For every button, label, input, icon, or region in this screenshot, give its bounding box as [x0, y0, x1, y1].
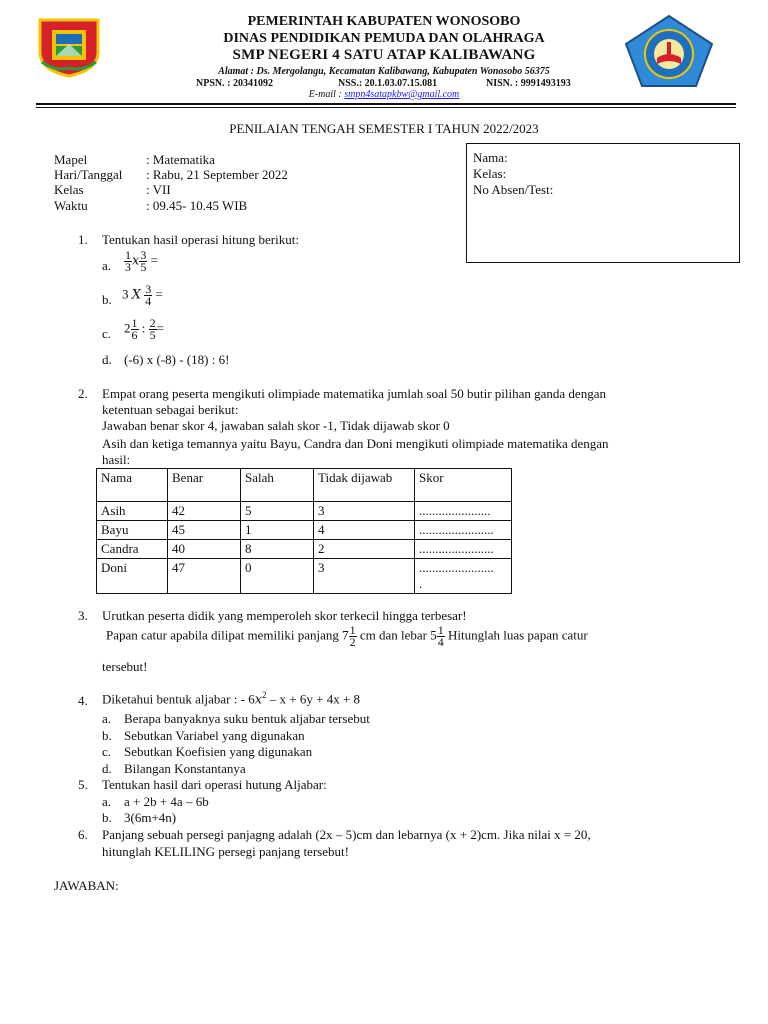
- q3-frac2-num: 1: [437, 623, 444, 637]
- student-id-box[interactable]: [466, 143, 740, 263]
- cell-benar: 47: [168, 559, 241, 594]
- q3-chess-pre: Papan catur apabila dilipat memiliki panjang 7: [106, 627, 349, 643]
- q4a-text: Berapa banyaknya suku bentuk aljabar tersebut: [124, 711, 370, 726]
- header-address: Alamat : Ds. Mergolangu, Kecamatan Kalibawang, Kabupaten Wonosobo 56375: [218, 66, 550, 77]
- q1a-expression: [124, 250, 158, 273]
- q1c-den1: 6: [131, 328, 138, 342]
- q4b-label: b.: [102, 728, 112, 743]
- q2-para4: Asih dan ketiga temannya yaitu Bayu, Candra dan Doni mengikuti olimpiade matematika dengan: [102, 436, 609, 451]
- email-link[interactable]: smpn4satapkbw@gmail.com: [344, 89, 460, 100]
- meta-value-class: : VII: [146, 182, 171, 197]
- q1c-num1: 1: [131, 316, 138, 330]
- q2-para5: hasil:: [102, 452, 131, 467]
- header-rule-thin: [36, 107, 736, 108]
- q4a-label: a.: [102, 711, 112, 726]
- header-email-line: [0, 89, 768, 100]
- cell-name: Asih: [97, 502, 168, 521]
- q1c-den2: 5: [149, 328, 156, 342]
- table-header-row: [97, 469, 512, 502]
- q4c-label: c.: [102, 744, 112, 759]
- cell-skor-blank[interactable]: ......................: [415, 502, 512, 521]
- q4-pre: Diketahui bentuk aljabar : - 6: [102, 691, 255, 707]
- table-row: [97, 540, 512, 559]
- cell-salah: 0: [241, 559, 314, 594]
- header-government: PEMERINTAH KABUPATEN WONOSOBO: [247, 14, 521, 29]
- q4c-text: Sebutkan Koefisien yang digunakan: [124, 744, 313, 759]
- q3-chess-post: Hitunglah luas papan catur: [444, 627, 588, 643]
- q2-number: 2.: [78, 386, 88, 401]
- q1c-label: c.: [102, 326, 112, 341]
- q2-para2: ketentuan sebagai berikut:: [102, 402, 239, 417]
- nisn-text: NISN. : 9991493193: [486, 78, 571, 89]
- q1b-den: 4: [145, 294, 152, 308]
- q1c-whole: 2: [124, 320, 131, 336]
- q1a-eq: =: [150, 252, 158, 268]
- q3-chess-line: [106, 625, 588, 648]
- q5-text: Tentukan hasil dari operasi hutung Aljabar:: [102, 777, 327, 792]
- q4-exponent: 2: [262, 690, 267, 700]
- npsn-text: NPSN. : 20341092: [196, 78, 273, 89]
- cell-skor-blank[interactable]: [415, 559, 512, 594]
- q2-para1: Empat orang peserta mengikuti olimpiade matematika jumlah soal 50 butir pilihan ganda dengan: [102, 386, 606, 401]
- q3-frac2-den: 4: [437, 635, 444, 649]
- th-tidak-dijawab: Tidak dijawab: [314, 469, 415, 502]
- skor-dots-wrap: .: [419, 576, 423, 591]
- meta-value-date: : Rabu, 21 September 2022: [146, 167, 288, 182]
- email-label: E-mail :: [308, 89, 342, 100]
- nss-text: NSS.: 20.1.03.07.15.081: [338, 78, 438, 89]
- q1b-pre: 3: [122, 286, 129, 302]
- cell-salah: 8: [241, 540, 314, 559]
- q5a-label: a.: [102, 794, 112, 809]
- q1a-op: x: [132, 253, 140, 269]
- q1b-expression: [122, 284, 163, 307]
- q4-expression: [102, 690, 360, 707]
- q4-post: – x + 6y + 4x + 8: [266, 691, 361, 707]
- q6-line2: hitunglah KELILING persegi panjang tersebut!: [102, 844, 349, 859]
- cell-tidak: 4: [314, 521, 415, 540]
- q3-frac1-den: 2: [349, 635, 356, 649]
- answer-label: JAWABAN:: [54, 878, 119, 893]
- header-department: DINAS PENDIDIKAN PEMUDA DAN OLAHRAGA: [223, 31, 545, 46]
- meta-value-mapel: : Matematika: [146, 152, 215, 167]
- table-row: [97, 502, 512, 521]
- table-row: [97, 521, 512, 540]
- cell-benar: 42: [168, 502, 241, 521]
- cell-tidak: 3: [314, 502, 415, 521]
- q6-number: 6.: [78, 827, 88, 842]
- meta-label-date: Hari/Tanggal: [54, 167, 123, 182]
- header-school-name: SMP NEGERI 4 SATU ATAP KALIBAWANG: [232, 47, 536, 63]
- q5-number: 5.: [78, 777, 88, 792]
- th-benar: Benar: [168, 469, 241, 502]
- q1c-eq: =: [156, 320, 164, 336]
- exam-title: PENILAIAN TENGAH SEMESTER I TAHUN 2022/2023: [229, 121, 539, 136]
- absen-field-label: No Absen/Test:: [473, 182, 554, 197]
- th-nama: Nama: [97, 469, 168, 502]
- q1a-num2: 3: [140, 248, 147, 262]
- name-field-label: Nama:: [473, 150, 508, 165]
- q1a-den1: 3: [125, 260, 131, 274]
- meta-label-class: Kelas: [54, 182, 84, 197]
- cell-name: Doni: [97, 559, 168, 594]
- q3-chess-mid: cm dan lebar 5: [356, 627, 437, 643]
- q1d-label: d.: [102, 352, 112, 367]
- q5b-label: b.: [102, 810, 112, 825]
- meta-value-time: : 09.45- 10.45 WIB: [146, 198, 248, 213]
- q4b-text: Sebutkan Variabel yang digunakan: [124, 728, 305, 743]
- q1c-num2: 2: [149, 316, 156, 330]
- q1b-eq: =: [155, 286, 163, 302]
- cell-benar: 40: [168, 540, 241, 559]
- q2-para3: Jawaban benar skor 4, jawaban salah skor -1, Tidak dijawab skor 0: [102, 418, 450, 433]
- q1-text: Tentukan hasil operasi hitung berikut:: [102, 232, 299, 247]
- cell-tidak: 2: [314, 540, 415, 559]
- q1c-op: :: [141, 320, 146, 336]
- th-salah: Salah: [241, 469, 314, 502]
- cell-tidak: 3: [314, 559, 415, 594]
- meta-label-mapel: Mapel: [54, 152, 88, 167]
- q1b-label: b.: [102, 292, 112, 307]
- q1a-num1: 1: [125, 248, 131, 262]
- class-field-label: Kelas:: [473, 166, 507, 181]
- q5a-text: a + 2b + 4a – 6b: [124, 794, 209, 809]
- q4-var-x: x: [254, 692, 263, 708]
- q1d-expression: (-6) x (-8) - (18) : 6!: [124, 352, 230, 367]
- header-rule-thick: [36, 103, 736, 105]
- q1a-den2: 5: [140, 260, 147, 274]
- cell-skor-blank[interactable]: .......................: [415, 521, 512, 540]
- q3-chess-end: tersebut!: [102, 659, 148, 674]
- q1c-expression: [124, 318, 164, 341]
- q4-number: 4.: [78, 693, 88, 708]
- meta-label-time: Waktu: [54, 198, 88, 213]
- q1a-label: a.: [102, 258, 112, 273]
- table-row: [97, 559, 512, 594]
- q1b-op: X: [131, 287, 142, 303]
- q3-number: 3.: [78, 608, 88, 623]
- q3-frac1-num: 1: [349, 623, 356, 637]
- cell-salah: 5: [241, 502, 314, 521]
- q5b-text: 3(6m+4n): [124, 810, 177, 825]
- cell-name: Bayu: [97, 521, 168, 540]
- q1b-num: 3: [145, 282, 152, 296]
- q4d-label: d.: [102, 761, 112, 776]
- skor-dots: .......................: [419, 560, 494, 575]
- th-skor: Skor: [415, 469, 512, 502]
- cell-name: Candra: [97, 540, 168, 559]
- cell-skor-blank[interactable]: .......................: [415, 540, 512, 559]
- q1-number: 1.: [78, 232, 88, 247]
- cell-salah: 1: [241, 521, 314, 540]
- q6-line1: Panjang sebuah persegi panjagng adalah (2x – 5)cm dan lebarnya (x + 2)cm. Jika nilai x = 20,: [102, 827, 591, 842]
- q4d-text: Bilangan Konstantanya: [124, 761, 246, 776]
- q3-text: Urutkan peserta didik yang memperoleh skor terkecil hingga terbesar!: [102, 608, 467, 623]
- score-table: [96, 468, 512, 594]
- cell-benar: 45: [168, 521, 241, 540]
